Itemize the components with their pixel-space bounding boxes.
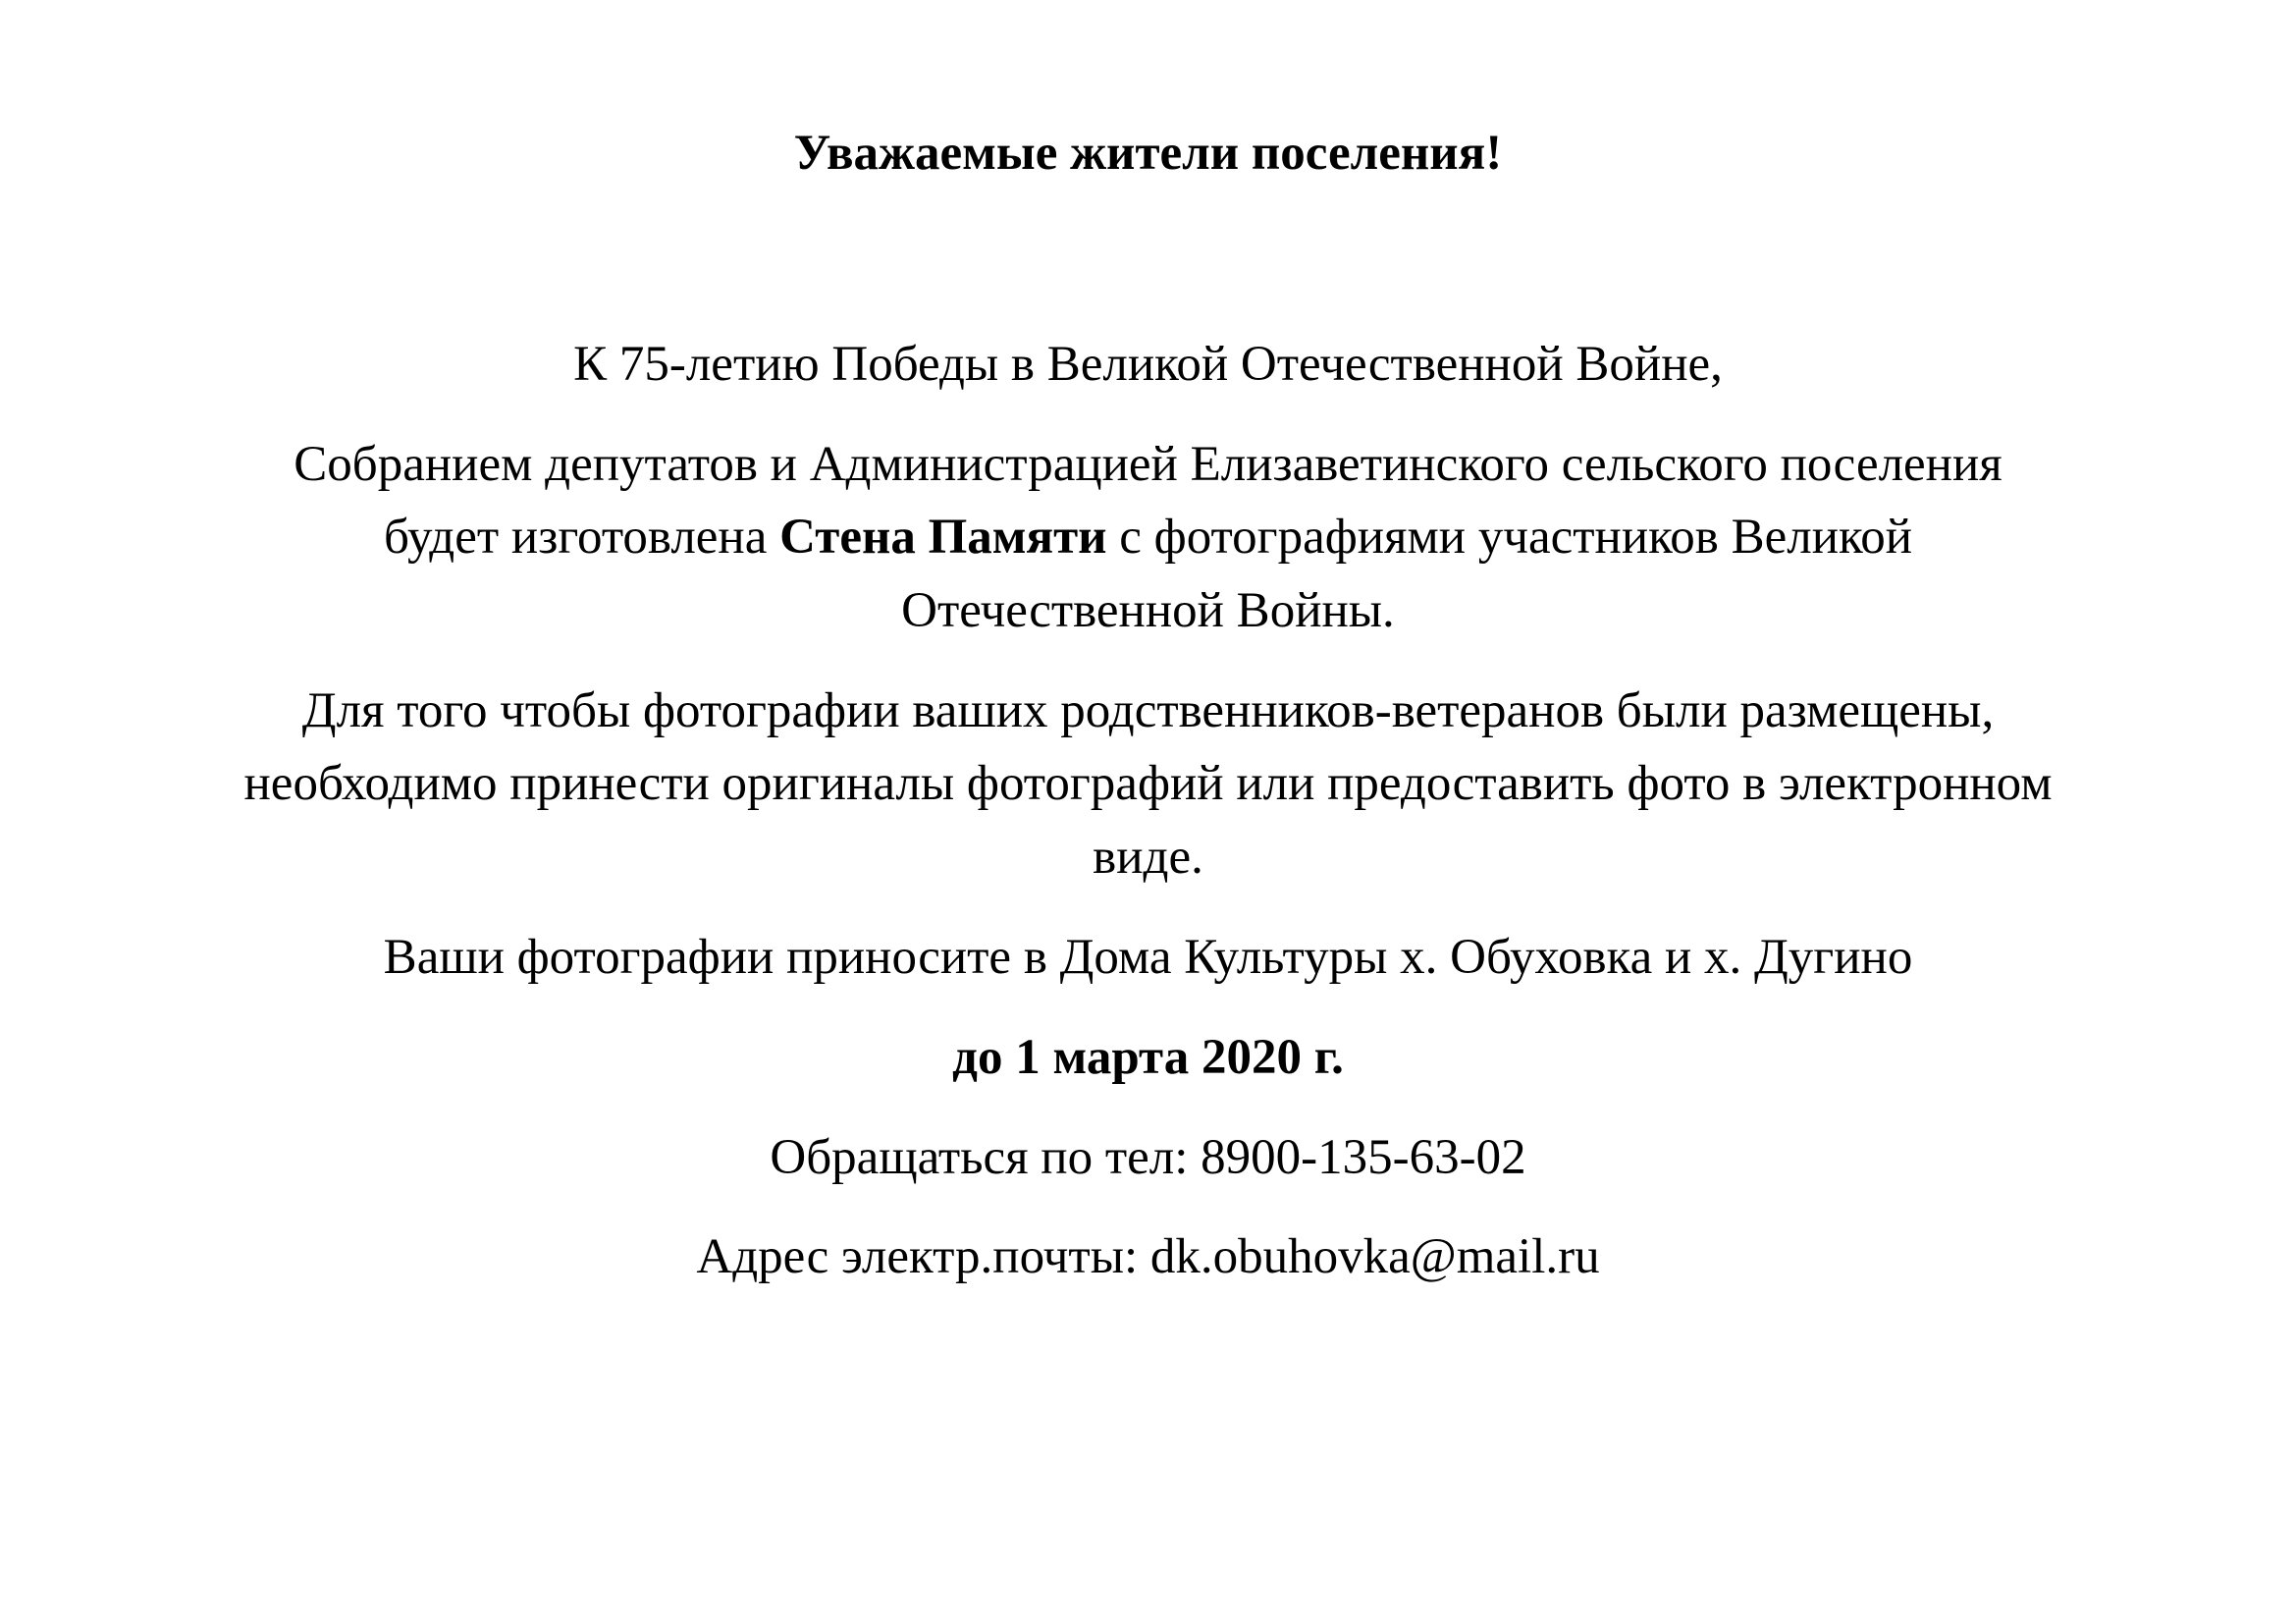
page-title: Уважаемые жители поселения! — [793, 126, 1503, 181]
paragraph1-line2 — [0, 508, 2296, 567]
paragraph1-line3: Отечественной Войны. — [901, 583, 1395, 638]
paragraph1-line2-before: будет изготовлена — [383, 510, 780, 565]
deadline: до 1 марта 2020 г. — [952, 1030, 1344, 1085]
memory-wall-highlight: Стена Памяти — [779, 510, 1107, 565]
paragraph1-line1: Собранием депутатов и Администрацией Елизаветинского сельского поселения — [294, 437, 2002, 492]
paragraph2-line2: необходимо принести оригиналы фотографий или предоставить фото в электронном — [243, 756, 2053, 811]
paragraph2-line1: Для того чтобы фотографии ваших родственников-ветеранов были размещены, — [301, 683, 1995, 738]
contact-email: Адрес электр.почты: dk.obuhovka@mail.ru — [696, 1229, 1600, 1284]
drop-off-location: Ваши фотографии приносите в Дома Культуры х. Обуховка и х. Дугино — [383, 930, 1913, 985]
paragraph2-line3: виде. — [1093, 830, 1203, 885]
contact-phone: Обращаться по тел: 8900-135-63-02 — [770, 1130, 1526, 1185]
paragraph1-line2-after: с фотографиями участников Великой — [1106, 510, 1913, 565]
intro-line: К 75-летию Победы в Великой Отечественной Войне, — [573, 337, 1723, 392]
